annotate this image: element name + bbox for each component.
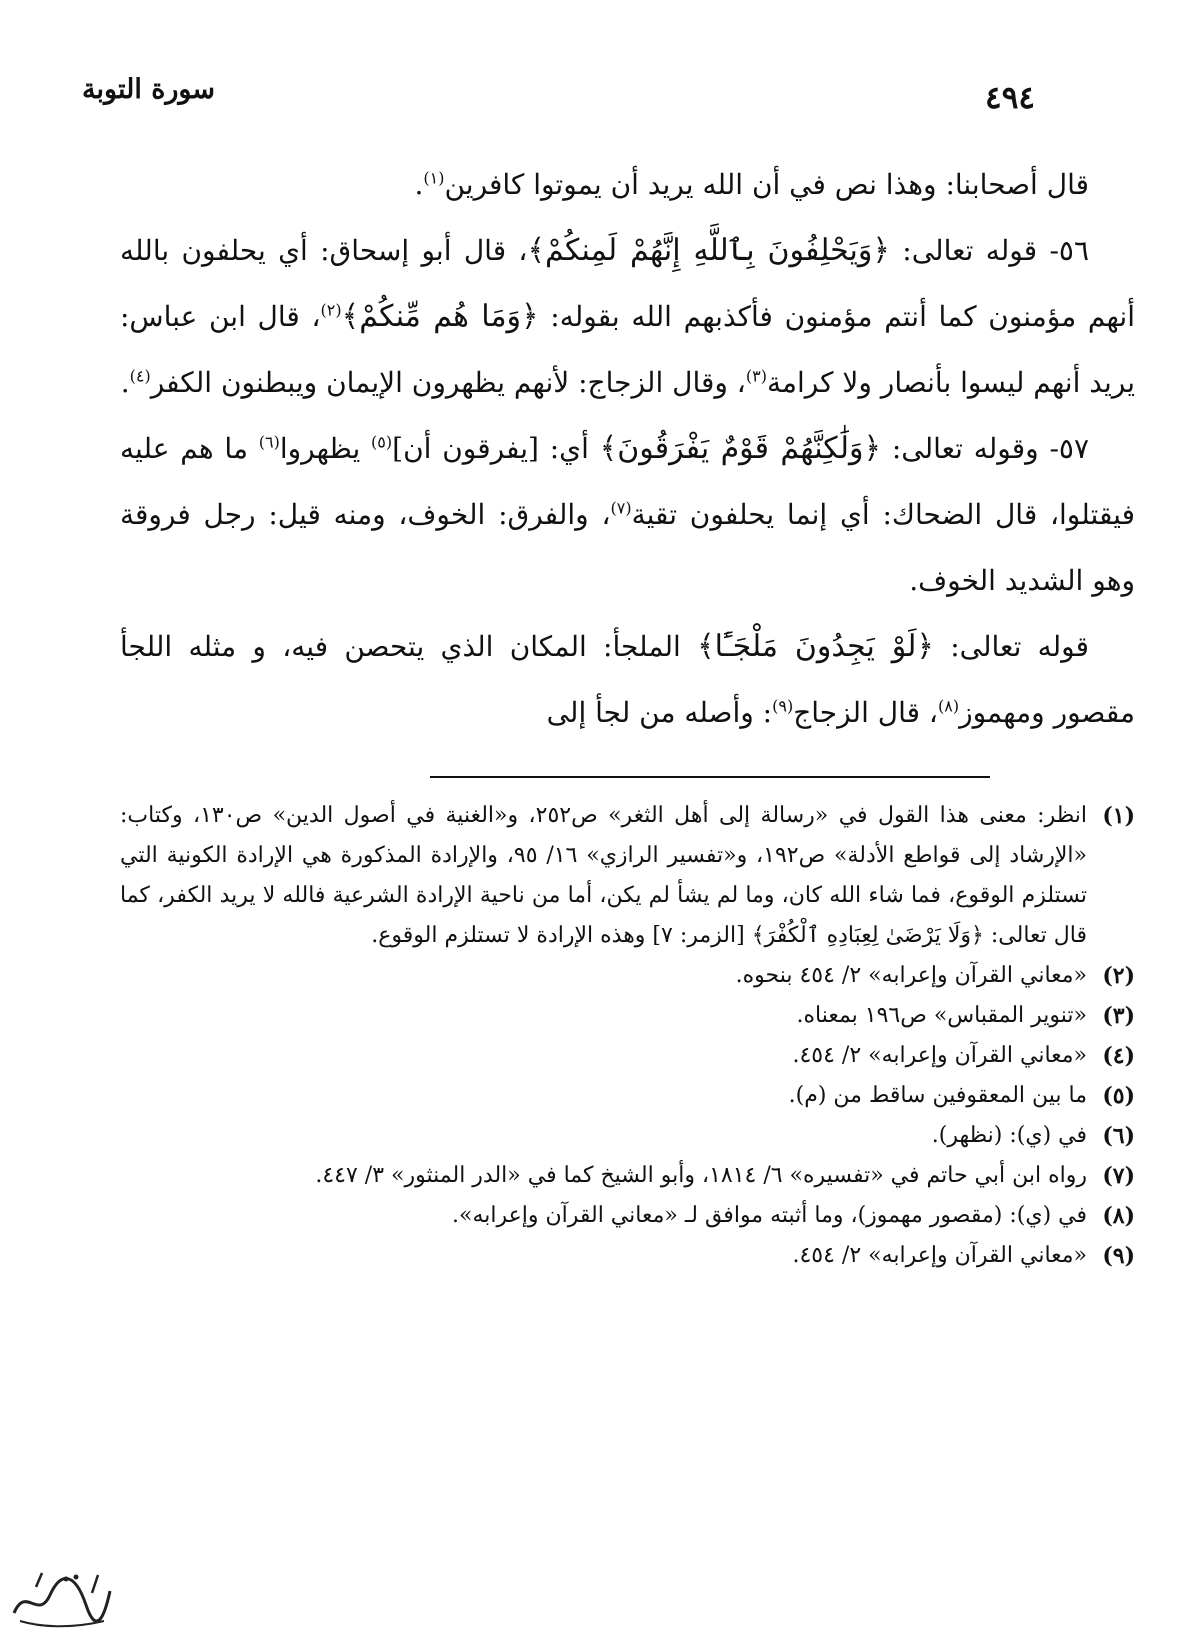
footnote xyxy=(120,956,1135,996)
footnote-ref[interactable]: (٨) xyxy=(937,696,960,716)
text-run: ، قال أبو إسحاق: أي يحلفون بالله أنهم مؤمنون كما أنتم مؤمنون فأكذبهم الله بقوله: xyxy=(120,234,1136,333)
text-run: الملجأ: المكان الذي يتحصن فيه، و مثله اللجأ مقصور ومهموز xyxy=(120,630,1135,729)
footnote-ref[interactable]: (٥) xyxy=(371,432,393,452)
quran-quote: ﴿وَمَا هُم مِّنكُمْ﴾ xyxy=(341,299,539,334)
quran-quote: ﴿وَلَٰكِنَّهُمْ قَوْمٌ يَفْرَقُونَ﴾ xyxy=(599,431,882,466)
footnote-ref[interactable]: (٩) xyxy=(772,696,794,716)
text-run: ، قال ابن عباس: يريد أنهم ليسوا بأنصار ولا كرامة xyxy=(120,300,1135,399)
footnote-ref[interactable]: (٧) xyxy=(610,498,632,518)
footnote xyxy=(120,796,1135,956)
publisher-logo-stamp xyxy=(6,1565,114,1635)
footnote-text: رواه ابن أبي حاتم في «تفسيره» ٦/ ١٨١٤، وأبو الشيخ كما في «الدر المنثور» ٣/ ٤٤٧. xyxy=(315,1163,1087,1188)
footnote-text: ما بين المعقوفين ساقط من (م). xyxy=(788,1083,1087,1108)
paragraph-4 xyxy=(120,614,1135,746)
text-run: ما هم عليه فيقتلوا، قال الضحاك: أي إنما يحلفون تقية xyxy=(120,432,1135,531)
text-run: ٥٦- قوله تعالى: xyxy=(889,234,1089,267)
footnote-ref[interactable]: (١) xyxy=(423,168,445,188)
text-run: يظهروا xyxy=(279,432,372,465)
footnote-number: (٨) xyxy=(1102,1203,1135,1229)
footnotes xyxy=(120,796,1135,1276)
footnote-number: (٥) xyxy=(1102,1083,1135,1109)
footnote xyxy=(120,1116,1135,1156)
footnote xyxy=(120,1196,1135,1236)
footnote xyxy=(120,996,1135,1036)
text-run: أي: [يفرقون أن] xyxy=(392,432,600,465)
footnote-text: «معاني القرآن وإعرابه» ٢/ ٤٥٤ بنحوه. xyxy=(735,963,1087,988)
footnote-number: (٩) xyxy=(1102,1243,1135,1269)
footnote xyxy=(120,1036,1135,1076)
text-run: : وأصله من لجأ إلى xyxy=(546,696,773,729)
footnote-divider xyxy=(430,776,990,778)
quran-quote: ﴿وَيَحْلِفُونَ بِٱللَّهِ إِنَّهُمْ لَمِنكُمْ﴾ xyxy=(527,233,890,268)
paragraph-verse-56 xyxy=(120,218,1135,416)
footnote-ref[interactable]: (٢) xyxy=(320,300,342,320)
footnote xyxy=(120,1076,1135,1116)
paragraph-verse-57 xyxy=(120,416,1135,614)
footnote-text: «معاني القرآن وإعرابه» ٢/ ٤٥٤. xyxy=(792,1043,1087,1068)
footnote-number: (٣) xyxy=(1102,1003,1135,1029)
footnote-text: انظر: معنى هذا القول في «رسالة إلى أهل الثغر» ص٢٥٢، و«الغنية في أصول الدين» ص١٣٠، وكتاب: «الإرشاد إلى قواطع الأدلة» ص١٩٢، و«تفسير الرازي» ١٦/ ٩٥، والإرادة المذكورة هي الإرادة الكونية التي تستلزم الوقوع، فما شاء الله كان، وما لم يشأ لم يكن، أما من ناحية الإرادة الشرعية فالله لا يريد الكفر، كما قال تعالى: ﴿وَلَا يَرْضَىٰ لِعِبَادِهِ ٱلْكُفْرَ﴾ [الزمر: ٧] وهذه الإرادة لا تستلزم الوقوع. xyxy=(120,803,1087,948)
footnote-number: (٤) xyxy=(1102,1043,1135,1069)
footnote-number: (٦) xyxy=(1102,1123,1135,1149)
text-run: ، والفرق: الخوف، ومنه قيل: رجل فروقة وهو الشديد الخوف. xyxy=(120,498,1135,597)
main-text xyxy=(120,152,1135,746)
footnote-text: في (ي): (نظهر). xyxy=(931,1123,1087,1148)
paragraph-1 xyxy=(120,152,1135,218)
page-header xyxy=(82,74,1035,124)
footnote-ref[interactable]: (٣) xyxy=(745,366,767,386)
text-run: ، وقال الزجاج: لأنهم يظهرون الإيمان ويبطنون الكفر xyxy=(150,366,746,399)
footnote-ref[interactable]: (٦) xyxy=(258,432,280,452)
footnote-text: في (ي): (مقصور مهموز)، وما أثبته موافق لـ «معاني القرآن وإعرابه». xyxy=(451,1203,1087,1228)
surah-title: سورة التوبة xyxy=(82,74,215,105)
text-run: ٥٧- وقوله تعالى: xyxy=(881,432,1089,465)
footnote xyxy=(120,1156,1135,1196)
text-run: قال أصحابنا: وهذا نص في أن الله يريد أن يموتوا كافرين xyxy=(444,168,1089,201)
footnote-text: «تنوير المقباس» ص١٩٦ بمعناه. xyxy=(796,1003,1087,1028)
footnote-number: (١) xyxy=(1102,803,1135,829)
text-run: ، قال الزجاج xyxy=(793,696,938,729)
text-run: . xyxy=(414,168,424,201)
footnote-number: (٧) xyxy=(1102,1163,1135,1189)
footnote xyxy=(120,1236,1135,1276)
page-number: ٤٩٤ xyxy=(985,80,1035,116)
quran-quote: ﴿لَوْ يَجِدُونَ مَلْجَـًٔا﴾ xyxy=(697,629,934,664)
text-run: قوله تعالى: xyxy=(933,630,1090,663)
footnote-ref[interactable]: (٤) xyxy=(129,366,151,386)
text-run: . xyxy=(120,366,130,399)
footnote-number: (٢) xyxy=(1102,963,1135,989)
footnote-text: «معاني القرآن وإعرابه» ٢/ ٤٥٤. xyxy=(792,1243,1087,1268)
